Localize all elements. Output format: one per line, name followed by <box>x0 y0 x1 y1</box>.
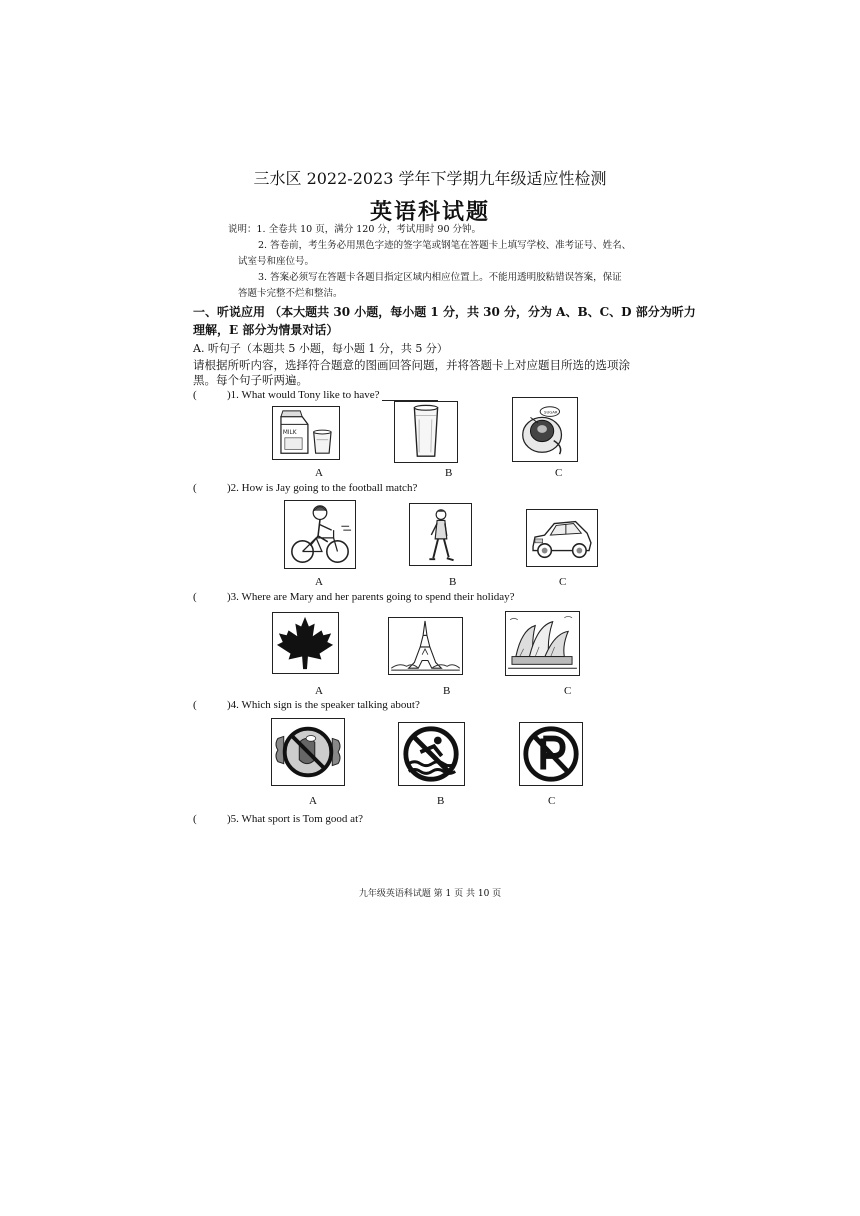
q1-option-c-image[interactable] <box>512 397 578 462</box>
q1-option-a-image[interactable] <box>272 406 340 460</box>
q2-label-b: B <box>449 576 457 588</box>
q2-option-c-image[interactable] <box>526 509 598 567</box>
no-food-sign-icon <box>272 719 344 785</box>
answer-paren[interactable]: ( <box>193 813 197 825</box>
question-3-text: )3. Where are Mary and her parents going to spend their holiday? <box>227 591 515 603</box>
q4-option-c-image[interactable] <box>519 722 583 786</box>
maple-leaf-icon <box>273 613 338 673</box>
q1-label-c: C <box>555 467 563 479</box>
q2-option-b-image[interactable] <box>409 503 472 566</box>
sydney-opera-house-icon <box>506 612 579 675</box>
answer-paren[interactable]: ( <box>193 699 197 711</box>
question-1-text: )1. What would Tony like to have? <box>227 389 380 401</box>
page-footer: 九年级英语科试题 第 1 页 共 10 页 <box>358 889 502 899</box>
question-1 <box>193 389 438 401</box>
question-2-text: )2. How is Jay going to the football match? <box>227 482 418 494</box>
q3-label-c: C <box>564 685 572 697</box>
q2-label-c: C <box>559 576 567 588</box>
walking-person-icon <box>410 504 471 565</box>
question-2 <box>193 482 417 494</box>
q4-option-b-image[interactable] <box>398 722 465 786</box>
question-4 <box>193 699 420 711</box>
svg-text:MILK: MILK <box>282 429 297 436</box>
bicycle-icon <box>285 501 355 568</box>
subject-title: 英语科试题 <box>369 199 490 225</box>
q1-option-b-image[interactable] <box>394 401 458 463</box>
q4-label-c: C <box>548 795 556 807</box>
milk-carton-and-glass-icon <box>273 407 339 459</box>
section-heading-line-2: 理解，E 部分为情景对话） <box>193 323 339 337</box>
note-line-2: 2. 答卷前，考生务必用黑色字迹的签字笔或钢笔在答题卡上填写学校、准考证号、姓名、 <box>258 240 632 251</box>
no-swimming-sign-icon <box>399 723 464 785</box>
part-a-instruction-2: 黑。每个句子听两遍。 <box>193 373 308 387</box>
q1-label-a: A <box>315 467 323 479</box>
eiffel-tower-icon <box>389 618 462 674</box>
exam-title: 三水区 2022-2023 学年下学期九年级适应性检测 <box>253 169 607 188</box>
note-line-1: 说明：1. 全卷共 10 页，满分 120 分，考试用时 90 分钟。 <box>228 224 482 235</box>
part-a-instruction-1: 请根据所听内容，选择符合题意的图画回答问题，并将答题卡上对应题目所选的选项涂 <box>193 358 630 372</box>
glass-of-water-icon <box>395 402 457 462</box>
q4-option-a-image[interactable] <box>271 718 345 786</box>
no-parking-sign-icon <box>520 723 582 785</box>
question-4-text: )4. Which sign is the speaker talking about? <box>227 699 420 711</box>
q3-option-a-image[interactable] <box>272 612 339 674</box>
q4-label-b: B <box>437 795 445 807</box>
note-line-3: 试室号和座位号。 <box>238 256 315 267</box>
q2-option-a-image[interactable] <box>284 500 356 569</box>
question-3 <box>193 591 515 603</box>
question-5 <box>193 813 363 825</box>
q3-option-b-image[interactable] <box>388 617 463 675</box>
coffee-cup-icon <box>513 398 577 461</box>
section-heading-line-1: 一、听说应用 （本大题共 30 小题，每小题 1 分，共 30 分，分为 A、B、C、D 部分为听力 <box>193 305 696 319</box>
q1-label-b: B <box>445 467 453 479</box>
q3-label-b: B <box>443 685 451 697</box>
note-line-4: 3. 答案必须写在答题卡各题目指定区域内相应位置上。不能用透明胶粘错误答案，保证 <box>258 272 622 283</box>
q3-option-c-image[interactable] <box>505 611 580 676</box>
q3-label-a: A <box>315 685 323 697</box>
answer-paren[interactable]: ( <box>193 591 197 603</box>
q2-label-a: A <box>315 576 323 588</box>
answer-paren[interactable]: ( <box>193 389 197 401</box>
question-5-text: )5. What sport is Tom good at? <box>227 813 364 825</box>
part-a-heading: A. 听句子（本题共 5 小题，每小题 1 分，共 5 分） <box>193 342 448 355</box>
answer-paren[interactable]: ( <box>193 482 197 494</box>
note-line-5: 答题卡完整不烂和整洁。 <box>238 288 343 299</box>
car-icon <box>527 510 597 566</box>
svg-text:SUGAR: SUGAR <box>544 409 558 415</box>
q4-label-a: A <box>309 795 317 807</box>
